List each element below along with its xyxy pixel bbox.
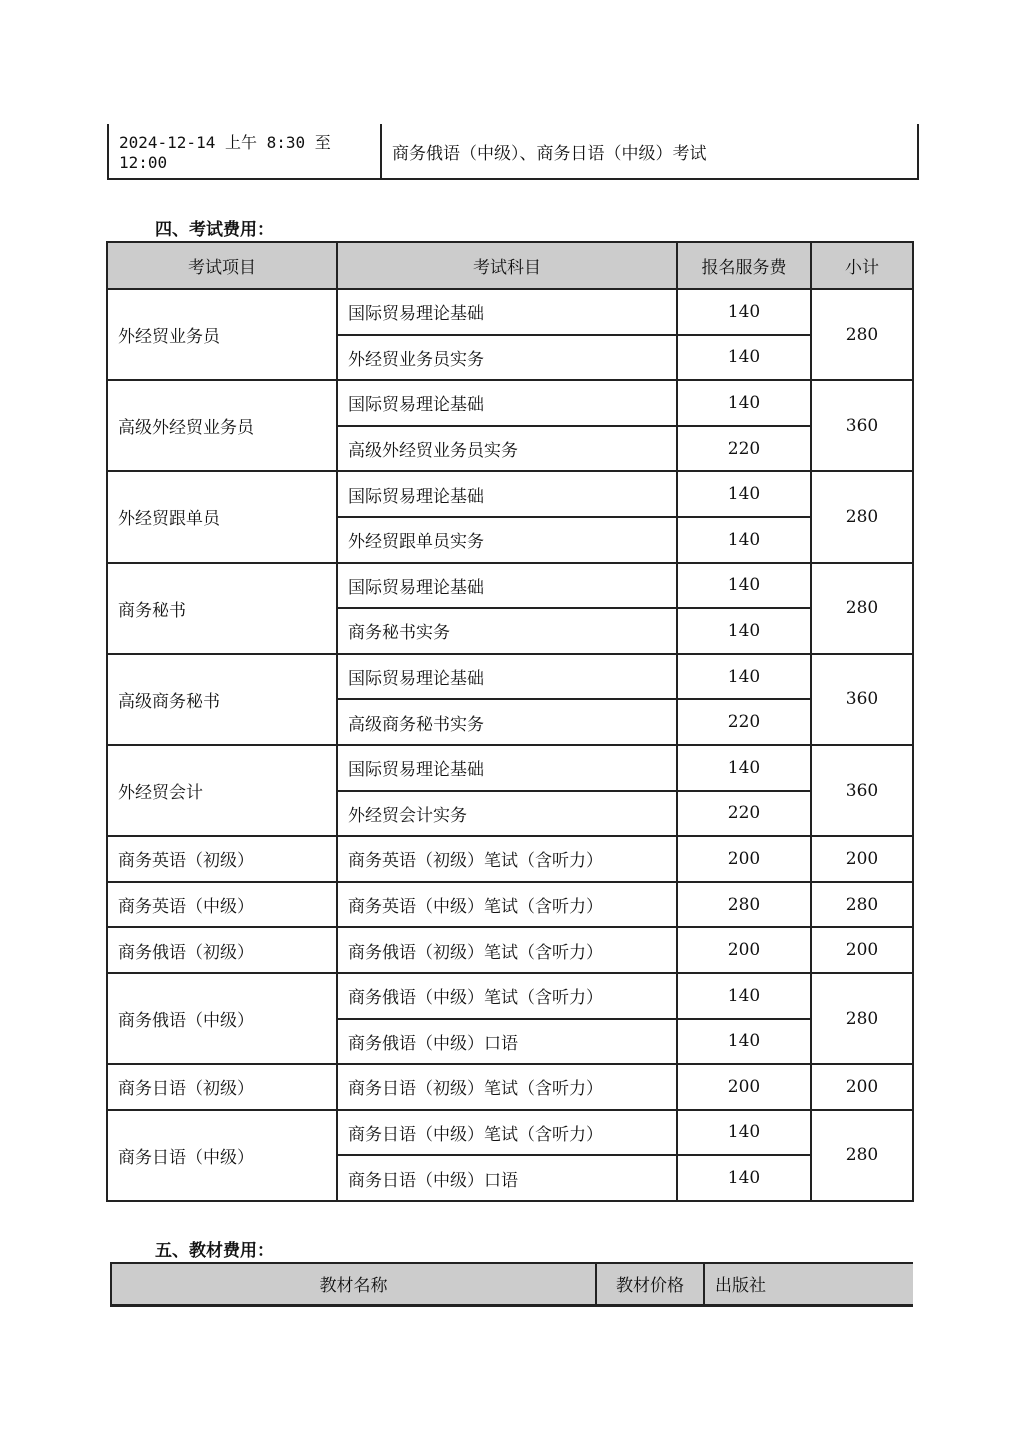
exam-subject-cell: 商务俄语（中级）笔试（含听力） — [337, 973, 677, 1019]
subtotal-cell: 280 — [811, 471, 913, 562]
service-fee-cell: 140 — [677, 654, 811, 700]
subtotal-cell: 280 — [811, 882, 913, 928]
header-exam-subject: 考试科目 — [337, 242, 677, 289]
exam-subject-cell: 外经贸会计实务 — [337, 791, 677, 837]
service-fee-cell: 140 — [677, 335, 811, 381]
service-fee-cell: 140 — [677, 380, 811, 426]
header-book-price: 教材价格 — [596, 1263, 704, 1305]
service-fee-cell: 140 — [677, 289, 811, 335]
service-fee-cell: 280 — [677, 882, 811, 928]
exam-subject-cell: 高级外经贸业务员实务 — [337, 426, 677, 472]
subtotal-cell: 280 — [811, 1110, 913, 1201]
service-fee-cell: 140 — [677, 745, 811, 791]
subtotal-cell: 360 — [811, 380, 913, 471]
exam-subject-cell: 国际贸易理论基础 — [337, 745, 677, 791]
book-section-heading: 五、教材费用： — [155, 1241, 274, 1261]
table-row — [107, 927, 913, 973]
exam-subject-cell: 商务英语（中级）笔试（含听力） — [337, 882, 677, 928]
exam-subject-cell: 外经贸跟单员实务 — [337, 517, 677, 563]
table-row — [107, 1064, 913, 1110]
service-fee-cell: 200 — [677, 1064, 811, 1110]
service-fee-cell: 140 — [677, 608, 811, 654]
exam-item-cell: 商务日语（初级） — [107, 1064, 337, 1110]
service-fee-cell: 140 — [677, 1019, 811, 1065]
exam-subject-cell: 商务日语（中级）口语 — [337, 1155, 677, 1201]
header-service-fee: 报名服务费 — [677, 242, 811, 289]
exam-subject-cell: 国际贸易理论基础 — [337, 471, 677, 517]
table-row — [107, 973, 913, 1019]
table-row — [107, 563, 913, 609]
exam-subject-cell: 国际贸易理论基础 — [337, 563, 677, 609]
exam-item-cell: 商务英语（初级） — [107, 836, 337, 882]
subtotal-cell: 200 — [811, 836, 913, 882]
fee-table-body — [107, 289, 913, 1201]
table-row — [107, 882, 913, 928]
exam-item-cell: 外经贸会计 — [107, 745, 337, 836]
textbook-fee-table — [110, 1262, 913, 1307]
header-subtotal: 小计 — [811, 242, 913, 289]
exam-subject-cell: 国际贸易理论基础 — [337, 289, 677, 335]
service-fee-cell: 140 — [677, 563, 811, 609]
table-row — [107, 471, 913, 517]
subtotal-cell: 200 — [811, 927, 913, 973]
header-publisher: 出版社 — [704, 1263, 913, 1305]
exam-item-cell: 商务俄语（初级） — [107, 927, 337, 973]
exam-item-cell: 高级商务秘书 — [107, 654, 337, 745]
table-row — [107, 654, 913, 700]
schedule-row — [108, 124, 918, 179]
exam-subject-cell: 外经贸业务员实务 — [337, 335, 677, 381]
service-fee-cell: 200 — [677, 927, 811, 973]
table-row — [107, 1110, 913, 1156]
exam-item-cell: 外经贸跟单员 — [107, 471, 337, 562]
schedule-time: 2024-12-14 上午 8:30 至 12:00 — [108, 124, 381, 179]
service-fee-cell: 220 — [677, 699, 811, 745]
table-row — [107, 745, 913, 791]
exam-subject-cell: 国际贸易理论基础 — [337, 380, 677, 426]
service-fee-cell: 140 — [677, 973, 811, 1019]
service-fee-cell: 140 — [677, 1155, 811, 1201]
exam-subject-cell: 国际贸易理论基础 — [337, 654, 677, 700]
exam-fee-table — [106, 241, 914, 1202]
subtotal-cell: 360 — [811, 745, 913, 836]
exam-item-cell: 外经贸业务员 — [107, 289, 337, 380]
service-fee-cell: 140 — [677, 471, 811, 517]
table-row — [107, 836, 913, 882]
fee-section-heading: 四、考试费用： — [155, 220, 274, 240]
exam-subject-cell: 商务英语（初级）笔试（含听力） — [337, 836, 677, 882]
exam-subject-cell: 商务日语（初级）笔试（含听力） — [337, 1064, 677, 1110]
exam-subject-cell: 商务俄语（中级）口语 — [337, 1019, 677, 1065]
exam-item-cell: 商务日语（中级） — [107, 1110, 337, 1201]
subtotal-cell: 280 — [811, 289, 913, 380]
header-exam-item: 考试项目 — [107, 242, 337, 289]
subtotal-cell: 280 — [811, 563, 913, 654]
subtotal-cell: 280 — [811, 973, 913, 1064]
exam-subject-cell: 商务俄语（初级）笔试（含听力） — [337, 927, 677, 973]
exam-subject-cell: 商务秘书实务 — [337, 608, 677, 654]
book-table-header-row — [111, 1263, 913, 1305]
exam-item-cell: 商务秘书 — [107, 563, 337, 654]
service-fee-cell: 140 — [677, 1110, 811, 1156]
exam-subject-cell: 高级商务秘书实务 — [337, 699, 677, 745]
subtotal-cell: 360 — [811, 654, 913, 745]
fee-table-header-row — [107, 242, 913, 289]
exam-item-cell: 高级外经贸业务员 — [107, 380, 337, 471]
exam-subject-cell: 商务日语（中级）笔试（含听力） — [337, 1110, 677, 1156]
header-book-name: 教材名称 — [111, 1263, 596, 1305]
service-fee-cell: 200 — [677, 836, 811, 882]
table-row — [107, 289, 913, 335]
table-row — [107, 380, 913, 426]
subtotal-cell: 200 — [811, 1064, 913, 1110]
service-fee-cell: 220 — [677, 791, 811, 837]
service-fee-cell: 140 — [677, 517, 811, 563]
schedule-subject: 商务俄语（中级）、商务日语（中级）考试 — [381, 124, 918, 179]
exam-item-cell: 商务俄语（中级） — [107, 973, 337, 1064]
exam-schedule-table — [107, 124, 919, 180]
service-fee-cell: 220 — [677, 426, 811, 472]
exam-item-cell: 商务英语（中级） — [107, 882, 337, 928]
